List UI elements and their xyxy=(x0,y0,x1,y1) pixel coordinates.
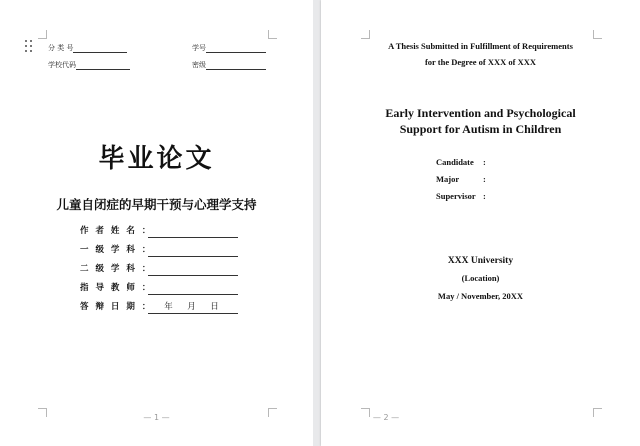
thesis-subtitle-cn: 儿童自闭症的早期干预与心理学支持 xyxy=(56,197,257,212)
secrecy-label: 密级 xyxy=(192,61,206,69)
candidate-label: Candidate xyxy=(436,157,474,167)
document-page-1 xyxy=(0,0,313,446)
author-name-line[interactable] xyxy=(148,236,238,238)
student-id-line[interactable] xyxy=(206,45,266,53)
university-name: XXX University xyxy=(447,256,514,266)
thesis-title-cn: 毕业论文 xyxy=(98,144,215,174)
secondary-discipline-label: 二 级 学 科 ： xyxy=(80,264,153,274)
student-id-field xyxy=(192,43,266,53)
crop-mark xyxy=(593,30,602,39)
class-number-field xyxy=(48,43,127,53)
defense-date-value: 年 月 日 xyxy=(164,302,222,312)
candidate-colon: : xyxy=(483,157,486,167)
supervisor-label: Supervisor xyxy=(436,191,476,201)
page-number: — 1 — xyxy=(143,413,170,422)
major-label: Major xyxy=(436,174,460,184)
primary-discipline-label: 一 级 学 科 ： xyxy=(80,245,153,255)
secondary-discipline-line[interactable] xyxy=(148,274,238,276)
secrecy-field xyxy=(192,60,266,70)
university-location: (Location) xyxy=(461,273,500,283)
student-id-label: 学号 xyxy=(192,44,206,52)
class-number-line[interactable] xyxy=(73,45,127,53)
crop-mark xyxy=(268,30,277,39)
major-colon: : xyxy=(483,174,486,184)
school-code-field xyxy=(48,60,130,70)
page-number: — 2 — xyxy=(372,413,400,422)
submission-date: May / November, 20XX xyxy=(437,291,524,301)
school-code-line[interactable] xyxy=(76,62,130,70)
primary-discipline-line[interactable] xyxy=(148,255,238,257)
class-number-label: 分 类 号 xyxy=(48,44,74,52)
author-name-label: 作 者 姓 名 ： xyxy=(80,226,153,236)
crop-mark xyxy=(38,30,47,39)
crop-mark xyxy=(361,30,370,39)
school-code-label: 学校代码 xyxy=(48,61,76,69)
defense-date-label: 答 辩 日 期 ： xyxy=(80,302,153,312)
secrecy-line[interactable] xyxy=(206,62,266,70)
english-title-line-2: Support for Autism in Children xyxy=(399,122,562,136)
supervisor-line-cn[interactable] xyxy=(148,293,238,295)
submission-line-1: A Thesis Submitted in Fulfillment of Requirements xyxy=(388,41,573,51)
page-gap xyxy=(313,0,321,446)
submission-line-2: for the Degree of XXX of XXX xyxy=(424,57,537,67)
table-move-handle-icon[interactable] xyxy=(25,40,34,52)
supervisor-label-cn: 指 导 教 师 ： xyxy=(80,283,153,293)
crop-mark xyxy=(593,408,602,417)
document-page-2 xyxy=(321,0,640,446)
supervisor-colon: : xyxy=(483,191,486,201)
english-title-line-1: Early Intervention and Psychological xyxy=(385,106,576,120)
defense-date-line[interactable] xyxy=(148,312,238,314)
